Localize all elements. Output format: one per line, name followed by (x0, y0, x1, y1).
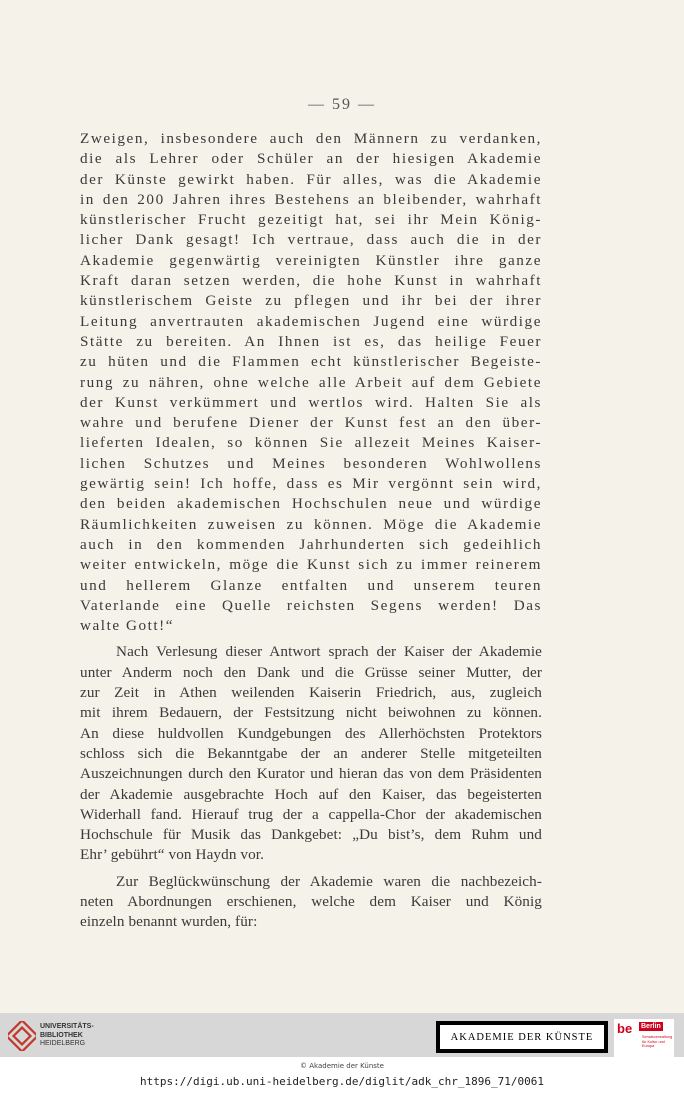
paragraph (80, 642, 542, 865)
university-library-name[interactable] (40, 1023, 94, 1049)
text-line: Auszeichnungen durch den Kurator und hieran das von dem Präsidenten (80, 765, 542, 783)
text-line: lichen Schutzes und Meines besonderen Wohlwollens (80, 454, 542, 472)
text-line: Zweigen, insbesondere auch den Männern zu verdanken, (80, 130, 542, 147)
text-line: licher Dank gesagt! Ich vertraue, dass auch die in der (80, 231, 542, 249)
text-line: zur Zeit in Athen weilenden Kaiserin Friedrich, aus, zugleich (80, 684, 542, 702)
text-line: und hellerem Glanze entfalten und unserem teuren (80, 576, 542, 594)
library-name-line-1: UNIVERSITÄTS- (40, 1023, 94, 1030)
berlin-be-mark: be (617, 1021, 633, 1036)
text-line: rung zu nähren, ohne welche alle Arbeit auf dem Gebiete (80, 373, 542, 391)
library-name-line-3: HEIDELBERG (40, 1040, 86, 1047)
text-line: unter Anderm noch den Dank und die Grüsse seiner Mutter, der (80, 663, 542, 681)
text-line: Stätte zu bereiten. An Ihnen ist es, das heilige Feuer (80, 332, 542, 350)
berlin-senate-subtitle (642, 1035, 674, 1049)
text-line: Kraft daran setzen werden, die hohe Kunst in wahrhaft (80, 272, 542, 290)
berlin-senate-logo[interactable] (614, 1019, 674, 1057)
page-text-body (80, 129, 542, 939)
text-line: weiter entwickeln, möge die Kunst sich zu immer reinerem (80, 556, 542, 574)
text-line: der Kunst verkümmert und wertlos wird. Halten Sie als (80, 393, 542, 411)
text-line: Nach Verlesung dieser Antwort sprach der Kaiser der Akademie (116, 643, 542, 661)
text-line: schloss sich die Bekanntgabe der an anderer Stelle mitgeteilten (80, 744, 542, 762)
text-line: künstlerischer Frucht gezeitigt hat, sei ihr Mein König- (80, 211, 542, 229)
text-line: auch in den kommenden Jahrhunderten sich gedeihlich (80, 535, 542, 553)
text-line: zu hüten und die Flammen echt künstlerischer Begeiste- (80, 353, 542, 371)
text-line: mit ihrem Bedauern, der Festsitzung nicht beiwohnen zu können. (80, 704, 542, 722)
page-number: — 59 — (308, 96, 376, 113)
text-line: Leitung anvertrauten akademischen Jugend eine würdige (80, 312, 542, 330)
text-line: der Akademie ausgebrachte Hoch auf den Kaiser, das begeisterten (80, 785, 542, 803)
text-line: neten Abordnungen erschienen, welche dem Kaiser und König (80, 892, 542, 910)
paragraph (80, 872, 542, 933)
berlin-sub-line-2: für Kultur und Europa (642, 1039, 665, 1049)
akademie-logo-label: AKADEMIE DER KÜNSTE (440, 1025, 604, 1049)
berlin-tag: Berlin (641, 1023, 661, 1030)
copyright-notice: © Akademie der Künste (300, 1062, 384, 1070)
text-line: Ehr’ gebührt“ von Haydn vor. (80, 846, 265, 864)
text-line: der Künste gewirkt haben. Für alles, was die Akademie (80, 170, 542, 188)
text-line: Zur Beglückwünschung der Akademie waren die nachbezeich- (116, 872, 542, 890)
text-line: An diese huldvollen Kundgebungen des Allerhöchsten Protektors (80, 724, 542, 742)
text-line: künstlerischem Geiste zu pflegen und ihr bei der ihrer (80, 292, 542, 310)
text-line: walte Gott!“ (80, 617, 175, 635)
text-line: Vaterlande eine Quelle reichsten Segens werden! Das (80, 596, 542, 614)
text-line: den beiden akademischen Hochschulen neue und würdige (80, 495, 542, 513)
source-url-link[interactable]: https://digi.ub.uni-heidelberg.de/diglit/adk_chr_1896_71/0061 (140, 1075, 544, 1088)
text-line: wahre und berufene Diener der Kunst fest an den über- (80, 414, 542, 432)
library-name-line-2: BIBLIOTHEK (40, 1031, 83, 1039)
paragraph (80, 129, 542, 636)
footer-bar (0, 1013, 684, 1057)
text-line: die als Lehrer oder Schüler an der hiesigen Akademie (80, 150, 542, 168)
text-line: einzeln benannt wurden, für: (80, 913, 258, 931)
text-line: in den 200 Jahren ihres Bestehens an bleibender, wahrhaft (80, 190, 542, 208)
text-line: lieferten Idealen, so können Sie allezeit Meines Kaiser- (80, 434, 542, 452)
university-library-logo-icon[interactable] (8, 1021, 36, 1051)
text-line: Akademie gegenwärtig vereinigten Künstler ihre ganze (80, 251, 542, 269)
berlin-sub-line-1: Senatsverwaltung (642, 1035, 673, 1039)
text-line: gewärtig sein! Ich hoffe, dass es Mir vergönnt sein wird, (80, 475, 542, 493)
akademie-der-kuenste-logo[interactable] (436, 1021, 608, 1053)
text-line: Räumlichkeiten zuweisen zu können. Möge die Akademie (80, 515, 542, 533)
text-line: Hochschule für Musik das Dankgebet: „Du bist’s, dem Ruhm und (80, 826, 542, 844)
text-line: Widerhall fand. Hierauf trug der a cappella-Chor der akademischen (80, 805, 542, 823)
